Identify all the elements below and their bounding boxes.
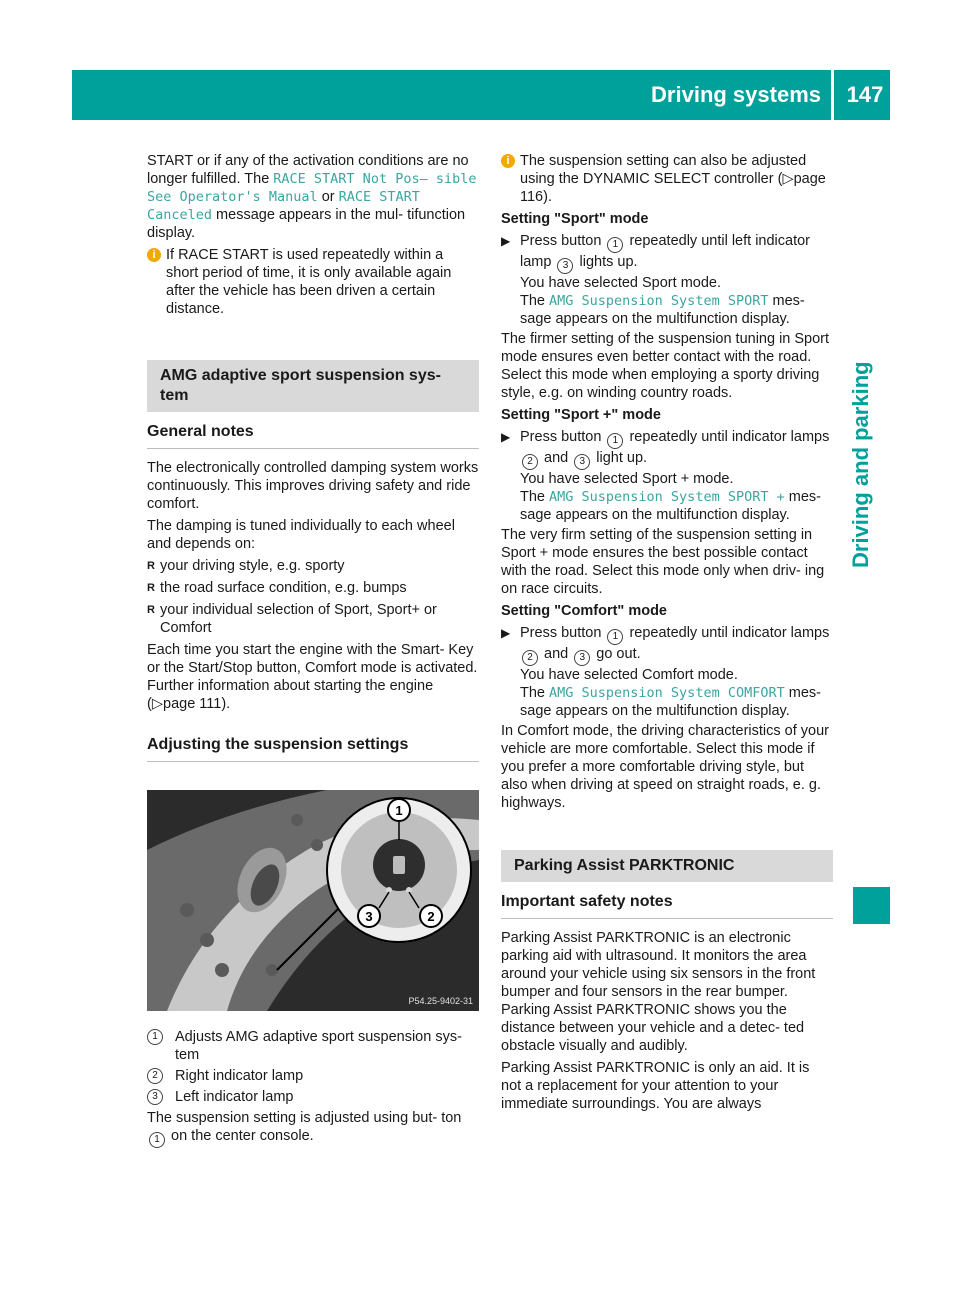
paragraph: Each time you start the engine with the Smart‐ Key or the Start/Stop button, Comfort mode is activated. Further information about starting the engine (▷page 111). (147, 642, 478, 712)
info-note: i If RACE START is used repeatedly within a short period of time, it is only available again after the vehicle has been driven a certain distance. (147, 246, 479, 318)
page-ref-arrow-icon: ▷ (782, 171, 794, 187)
step: ▶ Press button 1 repeatedly until indicator lamps 2 and 3 go out. You have selected Comfort mode. The AMG Suspension System COMFORT mes‐ sage appears on the multifunction display. (501, 625, 830, 719)
list-item: R your individual selection of Sport, Sport+ or Comfort (147, 601, 479, 637)
legend-item: 2 Right indicator lamp (147, 1067, 479, 1085)
display-message: RACE START Not Pos– sible See Operator's Manual (147, 171, 477, 205)
paragraph: Parking Assist PARKTRONIC is only an aid. It is not a replacement for your attention to your immediate surroundings. You are always (501, 1060, 810, 1112)
page-number: 147 (846, 82, 884, 107)
step: ▶ Press button 1 repeatedly until left indicator lamp 3 lights up. You have selected Sport mode. The AMG Suspension System SPORT mes‐ sage appears on the multifunction display. (501, 233, 811, 327)
paragraph: The electronically controlled damping system works continuously. This improves driving safety and ride comfort. (147, 460, 479, 512)
display-message: AMG Suspension System SPORT + (549, 489, 785, 505)
subheading-general-notes: General notes (147, 422, 479, 449)
section-heading-parktronic: Parking Assist PARKTRONIC (501, 850, 833, 882)
right-column (501, 152, 833, 1117)
callout-2: 2 (427, 909, 435, 924)
heading-sport: Setting "Sport" mode (501, 211, 649, 227)
legend-item: 1 Adjusts AMG adaptive sport suspension sys‐ tem (147, 1028, 479, 1064)
center-console-photo (147, 790, 479, 1011)
display-message: AMG Suspension System SPORT (549, 293, 769, 309)
page-reference[interactable]: page 111 (163, 696, 222, 712)
info-icon: i (501, 154, 515, 168)
callout-3: 3 (365, 909, 373, 924)
page-ref-arrow-icon: ▷ (151, 696, 163, 712)
step-arrow-icon: ▶ (501, 234, 511, 248)
info-icon: i (147, 248, 161, 262)
paragraph: Parking Assist PARKTRONIC is an electronic parking aid with ultrasound. It monitors the area around your vehicle using six sensors in the front bumper and four sensors in the rear bumper. Parking Assist PARKTRONIC shows you the distance between your vehicle and a detec‐ ted obstacle visually and audibly. (501, 930, 816, 1054)
paragraph: The firmer setting of the suspension tuning in Sport mode ensures even better contact with the road. Select this mode when employing a sporty driving style, e.g. on winding country roads. (501, 331, 830, 401)
left-column (147, 152, 479, 1152)
side-section-label: Driving and parking (848, 361, 873, 568)
paragraph: The damping is tuned individually to each wheel and depends on: (147, 518, 455, 552)
legend-item: 3 Left indicator lamp (147, 1088, 479, 1106)
subheading-adjusting: Adjusting the suspension settings (147, 735, 479, 762)
step-arrow-icon: ▶ (501, 430, 511, 444)
paragraph: The very firm setting of the suspension setting in Sport + mode ensures the best possible contact with the road. Select this mode only when driv‐ ing on race circuits. (501, 527, 825, 597)
section-heading: AMG adaptive sport suspension sys‐ tem (147, 360, 479, 412)
display-message: AMG Suspension System COMFORT (549, 685, 785, 701)
subheading-safety-notes: Important safety notes (501, 892, 833, 919)
paragraph: The suspension setting is adjusted using but‐ ton 1 on the center console. (147, 1109, 479, 1148)
heading-comfort: Setting "Comfort" mode (501, 603, 667, 619)
step: ▶ Press button 1 repeatedly until indicator lamps 2 and 3 light up. You have selected Sport + mode. The AMG Suspension System SPORT + mes‐ sage appears on the multifunction display. (501, 429, 830, 523)
list-item: R the road surface condition, e.g. bumps (147, 579, 479, 597)
display-message: RACE START Canceled (147, 189, 420, 223)
heading-sport-plus: Setting "Sport +" mode (501, 407, 661, 423)
list-item: R your driving style, e.g. sporty (147, 557, 479, 575)
step-arrow-icon: ▶ (501, 626, 511, 640)
callout-1: 1 (395, 803, 403, 818)
page-reference[interactable]: page 116 (520, 171, 826, 205)
info-note: i The suspension setting can also be adjusted using the DYNAMIC SELECT controller (▷page 116). (501, 152, 833, 206)
image-code: P54.25-9402-31 (408, 996, 473, 1006)
chapter-title: Driving systems (651, 82, 821, 107)
side-tab-marker (853, 887, 890, 924)
intro-paragraph: START or if any of the activation conditions are no longer fulfilled. The RACE START Not Pos– sible See Operator's Manual or RACE START Canceled message appears in the mul‐ tifunction display. (147, 153, 477, 241)
paragraph: In Comfort mode, the driving characteristics of your vehicle are more comfortable. Select this mode if you prefer a more comfortable driving style, but also when driving at speed on straight roads, e. g. highways. (501, 723, 829, 811)
header-separator (831, 70, 834, 120)
